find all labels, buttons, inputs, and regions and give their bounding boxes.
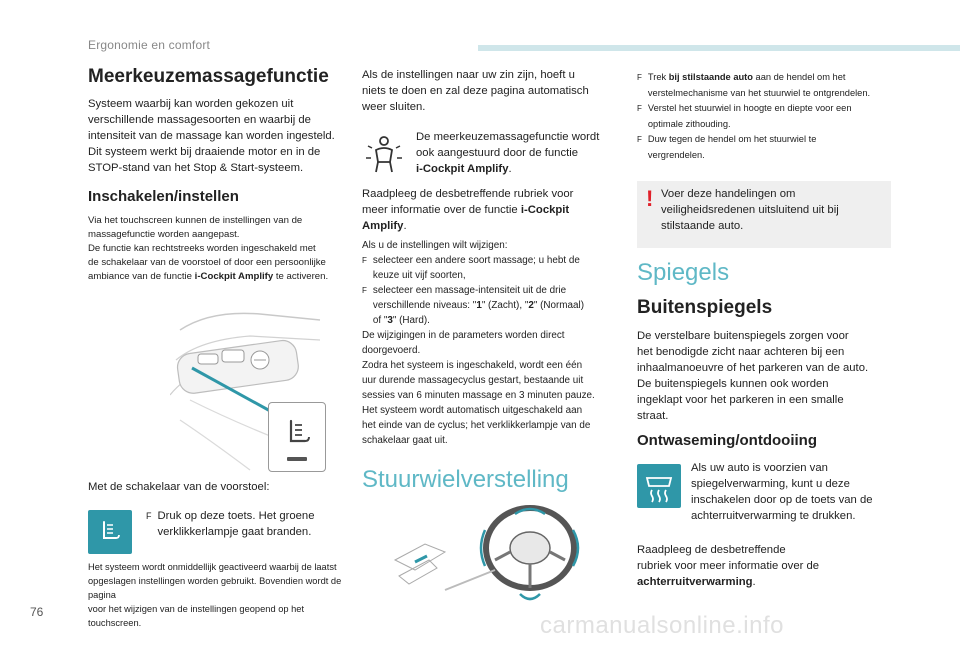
massage-seat-icon [269,403,325,471]
defrost-text: Als uw auto is voorzien van spiegelverwarming, kunt u deze inschakelen door op de toets van de achterruitverwarming te drukken. [691,462,873,522]
massage-button-icon [88,510,132,554]
settings-change-list: Als u de instellingen wilt wijzigen: F selecteer een andere soort massage; u hebt de keuze uit vijf soorten, F selecteer een massage-intensiteit uit de drie verschillende niveaus: "1" (Zacht), "2" (Normaal) of "3" (Hard). De wijzigingen in de parameters worden direct doorgevoerd. Zodra het systeem is ingeschakeld, wordt een één uur durende massagecyclus gestart, bestaande uit sessies van 6 minuten massage en 3 minuten pauze. Het systeem wordt automatisch uitgeschakeld aan het einde van de cyclus; het verklikkerlampje van de schakelaar gaat uit. [362,240,595,446]
activate-text: Via het touchscreen kunnen de instellingen van de massagefunctie worden aangepast. De functie kan rechtstreeks worden ingeschakeld met de schakelaar van de voorstoel of door een persoonlijke ambiance van de functie i-Cockpit Amplify te activeren. [88,215,329,282]
massage-intro: Systeem waarbij kan worden gekozen uit verschillende massagesoorten en waarbij de intensiteit van de massage kan worden ingesteld. Dit systeem werkt bij draaiende motor en in de STOP-stand van het Stop & Start-systeem. [88,98,335,174]
header-bar [478,45,960,51]
defrost-reference: Raadpleeg de desbetreffende rubriek voor meer informatie over de achterruitverwarming. [637,544,820,588]
safety-warning [637,181,891,248]
switch-bullet: F Druk op deze toets. Het groene verklikkerlampje gaat branden. [146,510,315,538]
defrost-title: Ontwaseming/ontdooiing [637,432,817,449]
amplify-reference: Raadpleeg de desbetreffende rubriek voor meer informatie over de functie i-Cockpit Amplify. [362,188,574,232]
massage-seat-icon [88,510,132,554]
rear-defrost-icon [637,464,681,508]
section-header: Ergonomie en comfort [88,38,211,52]
steering-wheel-illustration [385,500,610,610]
switch-caption: Met de schakelaar van de voorstoel: [88,481,270,493]
activate-subtitle: Inschakelen/instellen [88,188,239,205]
activation-note: Het systeem wordt onmiddellijk geactiveerd waarbij de laatst opgeslagen instellingen worden gebruikt. Bovendien wordt de pagina voor het wijzigen van de instellingen geopend op het touchscreen. [88,562,342,628]
auto-close-text: Als de instellingen naar uw zin zijn, hoeft u niets te doen en zal deze pagina automatisch weer sluiten. [362,69,589,113]
steering-steps: F Trek bij stilstaande auto aan de hendel om het verstelmechanisme van het stuurwiel te ontgrendelen. F Verstel het stuurwiel in hoogte en diepte voor een optimale zithouding. F Duw tegen de hendel om het stuurwiel te vergrendelen. [637,72,871,160]
amplify-text: De meerkeuzemassagefunctie wordt ook aangestuurd door de functie i-Cockpit Amplify. [416,131,600,175]
seat-massage-switch[interactable] [268,402,326,472]
i-cockpit-amplify-icon [362,132,406,176]
massage-title: Meerkeuzemassagefunctie [88,66,329,87]
outside-mirrors-text: De verstelbare buitenspiegels zorgen voor het benodigde zicht naar achteren bij een inhaalmanoeuvre of het parkeren van de auto. De buitenspiegels kunnen ook worden ingeklapt voor het parkeren in een smalle straat. [637,330,869,422]
mirrors-title: Spiegels [637,259,730,286]
warning-text: Voer deze handelingen om veiligheidsredenen uitsluitend uit bij stilstaande auto. [661,188,839,232]
watermark: carmanualsonline.info [540,612,784,639]
outside-mirrors-title: Buitenspiegels [637,297,773,318]
page-number: 76 [30,605,44,619]
warning-icon: ! [646,186,654,211]
rear-defrost-button-icon [637,464,681,508]
steering-title: Stuurwielverstelling [362,466,569,493]
